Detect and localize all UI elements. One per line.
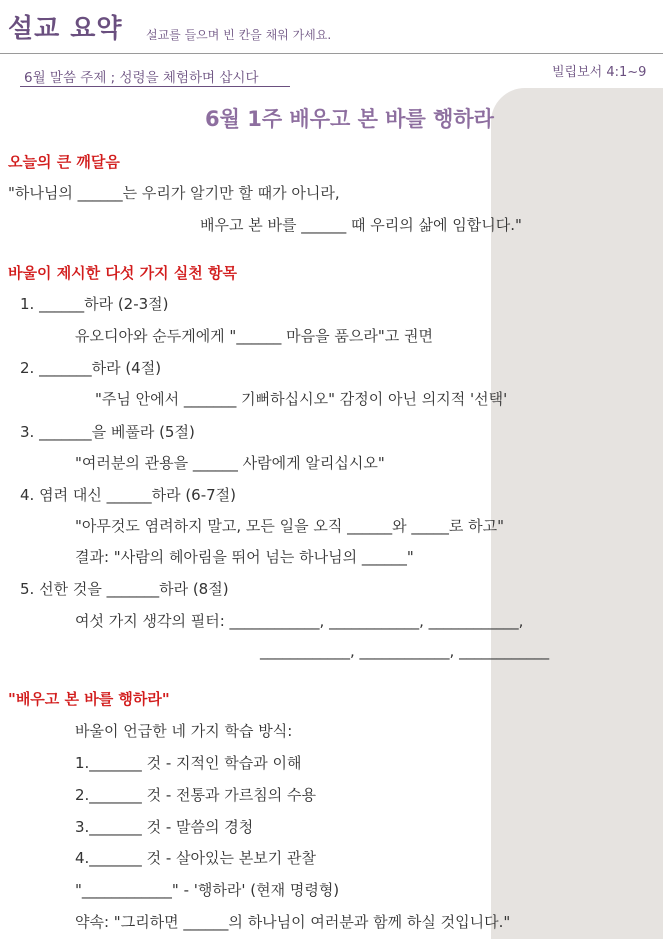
thought-filter-line-2: ____________, ____________, ____________ [260,642,550,660]
month-theme: 6월 말씀 주제 ; 성령을 체험하며 삽시다 [24,70,259,86]
realization-line-1: "하나님의 ______는 우리가 알기만 할 때가 아니라, [8,184,340,202]
imperative-line: "____________" - '행하라' (현재 명령형) [75,881,340,899]
header-divider [0,53,663,54]
practice-result-4: 결과: "사람의 헤아림을 뛰어 넘는 하나님의 ______" [75,548,414,566]
practice-detail-3: "여러분의 관용을 ______ 사람에게 알리십시오" [75,454,385,472]
practice-item-1: 1. ______하라 (2-3절) [20,295,169,313]
practice-item-5: 5. 선한 것을 _______하라 (8절) [20,580,229,598]
learning-way-2: 2._______ 것 - 전통과 가르침의 수용 [75,786,316,804]
practice-item-2: 2. _______하라 (4절) [20,359,162,377]
section-heading-practices: 바울이 제시한 다섯 가지 실천 항목 [8,264,237,282]
promise-line: 약속: "그리하면 ______의 하나님이 여러분과 함께 하실 것입니다." [75,913,511,931]
page-subtitle: 설교를 들으며 빈 칸을 채워 가세요. [146,28,332,42]
page-title: 설교 요약 [8,14,123,44]
practice-detail-4: "아무것도 염려하지 말고, 모든 일을 오직 ______와 _____로 하고" [75,517,505,535]
learning-way-4: 4._______ 것 - 살아있는 본보기 관찰 [75,849,316,867]
theme-underline [20,86,290,87]
thought-filter-line-1: 여섯 가지 생각의 필터: ____________, ____________, ____________, [75,612,524,630]
week-title: 6월 1주 배우고 본 바를 행하라 [205,107,494,131]
practice-detail-1: 유오디아와 순두게에게 "______ 마음을 품으라"고 권면 [75,327,433,345]
practice-detail-2: "주님 안에서 _______ 기뻐하십시오" 감정이 아닌 의지적 '선택' [95,390,508,408]
section-heading-realization: 오늘의 큰 깨달음 [8,153,120,171]
learning-way-1: 1._______ 것 - 지적인 학습과 이해 [75,754,302,772]
learning-intro: 바울이 언급한 네 가지 학습 방식: [75,722,293,740]
scripture-reference: 빌립보서 4:1~9 [552,65,647,80]
section-heading-do-what-learned: "배우고 본 바를 행하라" [8,690,170,708]
realization-line-2: 배우고 본 바를 ______ 때 우리의 삶에 임합니다." [200,216,522,234]
practice-item-3: 3. _______을 베풀라 (5절) [20,423,195,441]
practice-item-4: 4. 염려 대신 ______하라 (6-7절) [20,486,237,504]
learning-way-3: 3._______ 것 - 말씀의 경청 [75,818,254,836]
